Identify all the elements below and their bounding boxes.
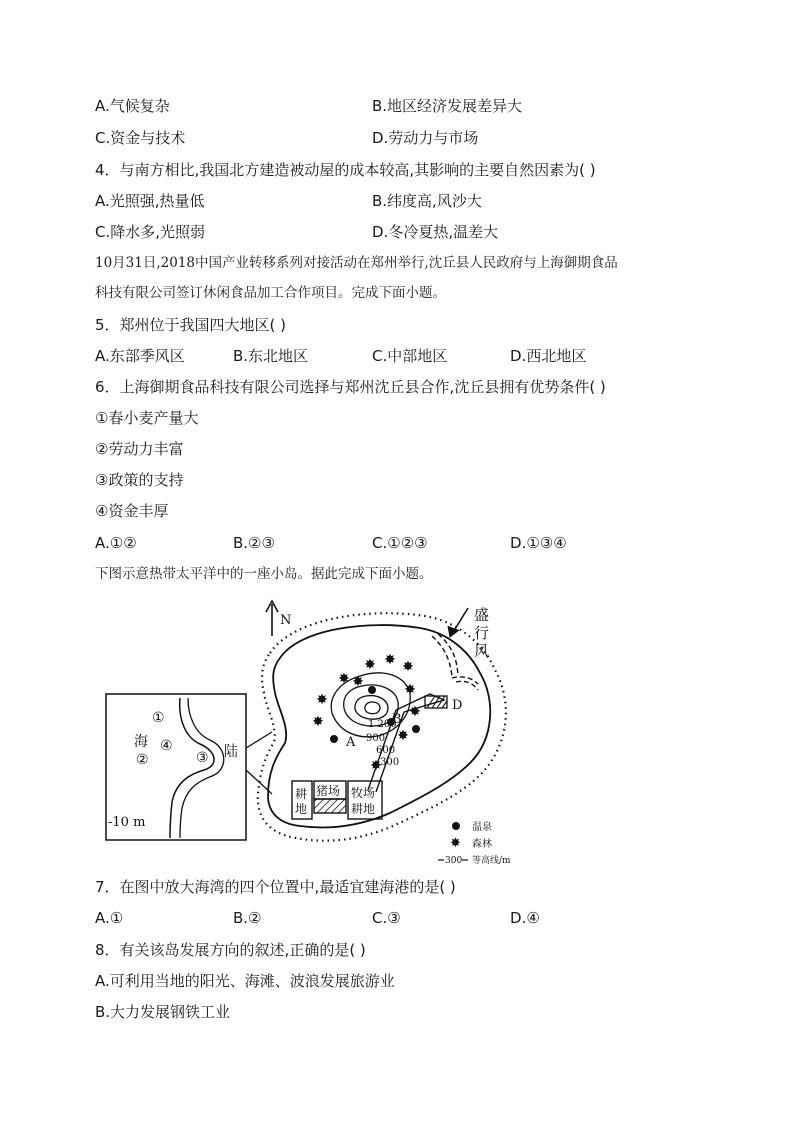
q6-item-2: ②劳动力丰富: [95, 440, 184, 458]
svg-text:✸: ✸: [402, 659, 414, 675]
pig-farm-label: 猪场: [316, 784, 341, 798]
island-map-figure: [100, 598, 540, 868]
contour-label-300: 300: [380, 757, 400, 768]
legend-contour-label: 等高线/m: [472, 856, 511, 866]
q5-option-b: B.东北地区: [233, 347, 309, 365]
q6-option-c: C.①②③: [372, 534, 428, 552]
point-a-label: A: [346, 735, 356, 750]
q5-option-c: C.中部地区: [372, 347, 448, 365]
q4-stem: 4．与南方相比,我国北方建造被动屋的成本较高,其影响的主要自然因素为( ): [95, 161, 596, 179]
inset-position-1: ①: [152, 710, 165, 726]
q7-option-b: B.②: [233, 909, 262, 927]
legend-forest-label: 森林: [472, 839, 492, 850]
legend-contour-symbol: 300: [445, 856, 463, 866]
north-label: N: [280, 613, 292, 628]
q4-option-c: C.降水多,光照弱: [95, 223, 206, 241]
q6-option-b: B.②③: [233, 534, 275, 552]
q6-item-1: ①春小麦产量大: [95, 409, 199, 427]
q8-option-a: A.可利用当地的阳光、海滩、波浪发展旅游业: [95, 972, 395, 990]
inset-position-3: ③: [196, 750, 209, 766]
contour-label-1200: 1 200: [368, 719, 397, 730]
q5-stem: 5．郑州位于我国四大地区( ): [95, 316, 287, 334]
inset-land-label: 陆: [224, 744, 238, 760]
farmland-label-1: 耕: [295, 787, 308, 801]
inset-position-2: ②: [136, 752, 149, 768]
q8-option-b: B.大力发展钢铁工业: [95, 1003, 231, 1021]
q4-option-a: A.光照强,热量低: [95, 192, 205, 210]
q5-option-a: A.东部季风区: [95, 347, 185, 365]
contour-label-900: 900: [366, 733, 386, 744]
svg-text:✸: ✸: [338, 671, 350, 687]
pig-farm-symbol: [425, 696, 447, 708]
q3-option-a: A.气候复杂: [95, 97, 170, 115]
legend: [438, 822, 468, 860]
pasture-farmland-label: 耕地: [351, 802, 376, 816]
q7-option-c: C.③: [372, 909, 401, 927]
svg-text:✸: ✸: [316, 692, 328, 708]
legend-forest-icon: ✸: [450, 836, 461, 851]
intro-passage-line1: 10月31日,2018中国产业转移系列对接活动在郑州举行,沈丘县人民政府与上海御期食品: [95, 255, 618, 271]
pasture-label: 牧场: [351, 786, 376, 800]
svg-text:✸: ✸: [404, 682, 416, 698]
q6-option-a: A.①②: [95, 534, 137, 552]
intro-passage-line2: 科技有限公司签订休闲食品加工合作项目。完成下面小题。: [95, 285, 446, 301]
q4-option-d: D.冬冷夏热,温差大: [372, 223, 499, 241]
q7-option-d: D.④: [510, 909, 540, 927]
wind-label-1: 盛: [474, 606, 490, 624]
q5-option-d: D.西北地区: [510, 347, 587, 365]
svg-text:✸: ✸: [409, 704, 421, 720]
contour-label-600: 600: [376, 745, 396, 756]
q3-option-d: D.劳动力与市场: [372, 129, 479, 147]
svg-text:✸: ✸: [312, 714, 324, 730]
q3-option-c: C.资金与技术: [95, 129, 186, 147]
q7-option-a: A.①: [95, 909, 124, 927]
q3-option-b: B.地区经济发展差异大: [372, 97, 523, 115]
inset-sea-label: 海: [134, 734, 148, 750]
q8-stem: 8．有关该岛发展方向的叙述,正确的是( ): [95, 941, 366, 959]
inset-depth-label: -10 m: [108, 815, 146, 830]
legend-spring-label: 温泉: [472, 822, 492, 833]
svg-text:✸: ✸: [352, 674, 364, 690]
legend-spring-icon: [452, 822, 460, 830]
farmland-label-2: 地: [295, 802, 308, 816]
wind-label-3: 风: [474, 642, 490, 660]
svg-text:✸: ✸: [370, 758, 382, 774]
svg-text:✸: ✸: [397, 728, 409, 744]
q6-option-d: D.①③④: [510, 534, 567, 552]
q6-item-4: ④资金丰厚: [95, 502, 169, 520]
point-d-label: D: [452, 698, 463, 713]
q6-stem: 6．上海御期食品科技有限公司选择与郑州沈丘县合作,沈丘县拥有优势条件( ): [95, 378, 606, 396]
svg-text:✸: ✸: [384, 652, 396, 668]
inset-position-4: ④: [160, 738, 173, 754]
intro-passage-2: 下图示意热带太平洋中的一座小岛。据此完成下面小题。: [95, 566, 433, 582]
q7-stem: 7．在图中放大海湾的四个位置中,最适宜建海港的是( ): [95, 878, 456, 896]
q6-item-3: ③政策的支持: [95, 471, 184, 489]
north-arrow-icon: [266, 601, 278, 636]
svg-text:✸: ✸: [364, 657, 376, 673]
wind-label-2: 行: [474, 624, 490, 642]
q4-option-b: B.纬度高,风沙大: [372, 192, 482, 210]
point-b-label: B: [392, 712, 402, 727]
forest-markers: [312, 652, 421, 774]
